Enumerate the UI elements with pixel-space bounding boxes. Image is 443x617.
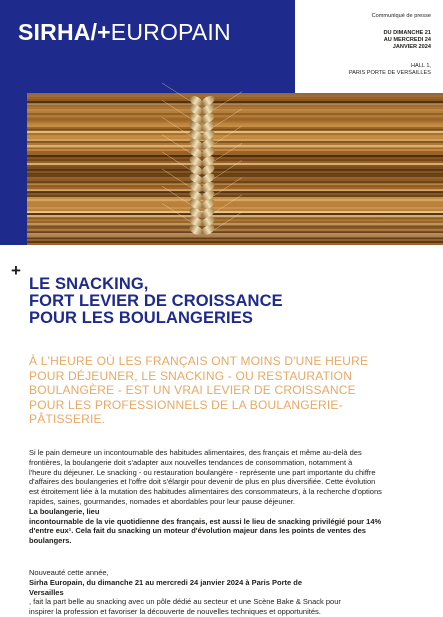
body-line bbox=[29, 526, 431, 536]
brand-logo bbox=[18, 19, 231, 46]
lead-line: BOULANGÈRE - EST UN VRAI LEVIER DE CROISSANCE bbox=[29, 383, 356, 398]
texture-streak bbox=[27, 99, 443, 101]
texture-streak bbox=[27, 173, 443, 175]
body-bold-text: La boulangerie, lieu bbox=[29, 506, 100, 516]
texture-streak bbox=[27, 195, 443, 197]
texture-streak bbox=[27, 141, 443, 143]
texture-streak bbox=[27, 109, 443, 111]
texture-streak bbox=[27, 241, 443, 243]
title-line: POUR LES BOULANGERIES bbox=[29, 309, 253, 327]
texture-streak bbox=[27, 243, 443, 245]
body-text: Nouveauté cette année, bbox=[29, 568, 109, 577]
texture-streak bbox=[27, 139, 443, 141]
texture-streak bbox=[27, 157, 443, 159]
body-bold-text: d'entre eux¹. Cela fait du snacking un moteur d'évolution majeur dans les points de ventes des bbox=[29, 526, 366, 536]
texture-streak bbox=[27, 239, 443, 241]
texture-streak bbox=[27, 111, 443, 113]
dates-line: DU DIMANCHE 21 bbox=[383, 30, 431, 36]
blue-side-strip bbox=[0, 93, 27, 245]
body-text: rapides, saines, gourmandes, nomades et abordables pour leur pause déjeuner. bbox=[29, 496, 296, 506]
body-bold-text: boulangers. bbox=[29, 536, 72, 546]
venue-text: PARIS PORTE DE VERSAILLES bbox=[348, 70, 431, 76]
body-paragraph-2 bbox=[29, 568, 431, 617]
texture-streak bbox=[27, 231, 443, 233]
article-title bbox=[29, 276, 283, 327]
body-line: est étroitement liée à la mutation des habitudes alimentaires des consommateurs, à la recherche d'options bbox=[29, 487, 382, 497]
lead-paragraph bbox=[29, 354, 409, 427]
texture-streak bbox=[27, 201, 443, 203]
texture-streak bbox=[27, 107, 443, 109]
body-line: l'heure du déjeuner. Le snacking - ou restauration boulangère - représente une part importante du chiffre bbox=[29, 467, 376, 477]
body-line: Si le pain demeure un incontournable des habitudes alimentaires, des français et même au-delà des bbox=[29, 448, 362, 457]
texture-streak bbox=[27, 169, 443, 171]
dates-line: AU MERCREDI 24 bbox=[383, 37, 431, 43]
texture-streak bbox=[27, 213, 443, 215]
body-line bbox=[29, 497, 431, 517]
texture-streak bbox=[27, 159, 443, 161]
lead-line: PÂTISSERIE. bbox=[29, 412, 106, 427]
texture-streak bbox=[27, 197, 443, 199]
texture-streak bbox=[27, 177, 443, 179]
texture-streak bbox=[27, 135, 443, 137]
press-release-label: Communiqué de presse bbox=[371, 13, 431, 19]
lead-line: À L'HEURE OÙ LES FRANÇAIS ONT MOINS D'UNE HEURE bbox=[29, 354, 369, 368]
wheat-photo bbox=[27, 93, 443, 245]
texture-streak bbox=[27, 219, 443, 221]
texture-streak bbox=[27, 183, 443, 185]
title-line: FORT LEVIER DE CROISSANCE bbox=[29, 292, 283, 310]
texture-streak bbox=[27, 97, 443, 99]
texture-streak bbox=[27, 207, 443, 209]
texture-streak bbox=[27, 153, 443, 155]
brand-name-part2: EUROPAIN bbox=[110, 19, 231, 45]
event-venue bbox=[311, 63, 431, 77]
body-text: , fait la part belle au snacking avec un pôle dédié au secteur et une Scène Bake & Snack pour bbox=[29, 597, 341, 607]
body-line bbox=[29, 536, 431, 546]
brand-name-part1: SIRHA bbox=[18, 19, 91, 45]
body-bold-text: incontournable de la vie quotidienne des français, est aussi le lieu de snacking privilégié pour 14% bbox=[29, 516, 382, 526]
dates-line: JANVIER 2024 bbox=[392, 44, 431, 50]
texture-streak bbox=[27, 103, 443, 105]
texture-streak bbox=[27, 185, 443, 187]
texture-streak bbox=[27, 205, 443, 207]
hall-text: HALL 1, bbox=[410, 63, 431, 69]
body-line: frontières, la boulangerie doit s'adapter aux nouvelles tendances de consommation, notamment à bbox=[29, 457, 353, 467]
body-bold-text: Versailles bbox=[29, 587, 64, 597]
texture-streak bbox=[27, 203, 443, 205]
lead-line: POUR DÉJEUNER, LE SNACKING - OU RESTAURATION bbox=[29, 368, 353, 383]
title-line: LE SNACKING, bbox=[29, 275, 149, 293]
texture-streak bbox=[27, 175, 443, 177]
plus-mark-icon: + bbox=[11, 261, 21, 280]
texture-streak bbox=[27, 147, 443, 149]
texture-streak bbox=[27, 149, 443, 151]
brand-slash: /+ bbox=[90, 19, 111, 45]
wheat-image-icon bbox=[27, 93, 443, 245]
body-line: inspirer la profession et favoriser la découverte de nouvelles techniques et opportunités. bbox=[29, 607, 321, 617]
body-line bbox=[29, 517, 431, 527]
texture-streak bbox=[27, 121, 443, 123]
texture-streak bbox=[27, 93, 443, 95]
texture-streak bbox=[27, 193, 443, 195]
body-paragraph-1 bbox=[29, 448, 431, 546]
texture-streak bbox=[27, 221, 443, 223]
texture-streak bbox=[27, 137, 443, 139]
lead-line: POUR LES PROFESSIONNELS DE LA BOULANGERIE- bbox=[29, 397, 343, 412]
texture-streak bbox=[27, 131, 443, 133]
event-dates bbox=[311, 30, 431, 51]
press-info bbox=[311, 13, 431, 77]
header-banner bbox=[0, 0, 295, 93]
texture-streak bbox=[27, 191, 443, 193]
body-line bbox=[29, 588, 431, 608]
texture-streak bbox=[27, 179, 443, 181]
texture-streak bbox=[27, 233, 443, 235]
texture-streak bbox=[27, 155, 443, 157]
body-bold-text: Sirha Europain, du dimanche 21 au mercredi 24 janvier 2024 à Paris Porte de bbox=[29, 577, 303, 587]
body-line bbox=[29, 568, 431, 588]
body-line: d'affaires des boulangeries et l'offre doit s'élargir pour devenir de plus en plus diversifiée. Cette évolution bbox=[29, 477, 376, 487]
